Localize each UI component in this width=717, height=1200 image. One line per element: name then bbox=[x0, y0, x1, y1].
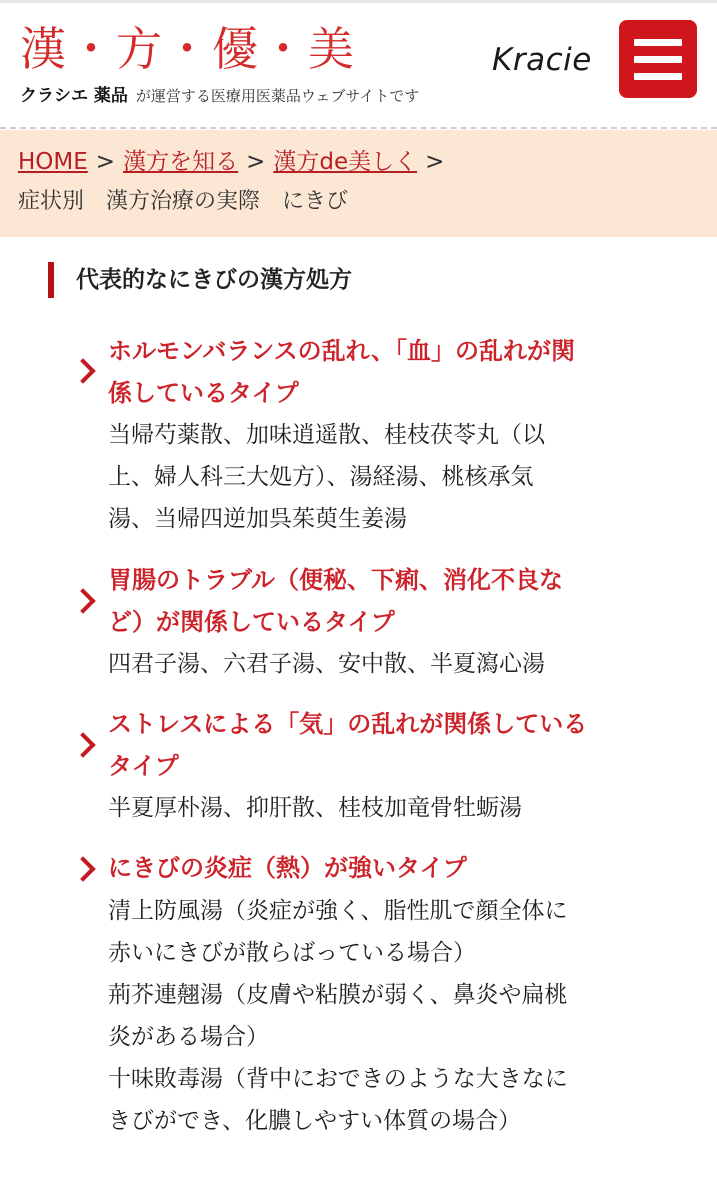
breadcrumb-current: 症状別 漢方治療の実際 にきび bbox=[18, 189, 349, 214]
group-body bbox=[108, 787, 653, 829]
group-title-line: ストレスによる「気」の乱れが関係している bbox=[108, 710, 588, 738]
group-title-line: ホルモンバランスの乱れ、「血」の乱れが関 bbox=[108, 337, 576, 365]
chevron-right-icon bbox=[70, 856, 95, 881]
breadcrumb-beauty-link[interactable]: 漢方de美しく bbox=[273, 149, 418, 175]
group-title-line: タイプ bbox=[108, 752, 179, 780]
group-body-line: 十味敗毒湯（背中におできのような大きなに bbox=[108, 1066, 568, 1092]
menu-bar-icon bbox=[634, 39, 682, 46]
breadcrumb-kampo-link[interactable]: 漢方を知る bbox=[123, 149, 239, 175]
breadcrumb-separator: > bbox=[95, 149, 116, 175]
group-body-line: 湯、当帰四逆加呉茱萸生姜湯 bbox=[108, 506, 407, 532]
section-heading: 代表的なにきびの漢方処方 bbox=[48, 262, 352, 298]
chevron-right-icon bbox=[70, 588, 95, 613]
site-logo-title[interactable]: 漢・方・優・美 bbox=[20, 22, 356, 76]
group-title bbox=[108, 330, 653, 414]
group-title bbox=[108, 559, 653, 643]
breadcrumb-links bbox=[18, 146, 452, 178]
header-divider bbox=[0, 127, 717, 129]
group-title bbox=[108, 847, 653, 889]
group-body bbox=[108, 890, 653, 1142]
site-tagline bbox=[20, 86, 419, 106]
group-body bbox=[108, 414, 653, 540]
group-body-line: 四君子湯、六君子湯、安中散、半夏瀉心湯 bbox=[108, 651, 545, 677]
brand-name: クラシエ 薬品 bbox=[20, 86, 128, 106]
group-body-line: きびができ、化膿しやすい体質の場合） bbox=[108, 1108, 522, 1134]
group-title-line: ど）が関係しているタイプ bbox=[108, 608, 395, 636]
menu-bar-icon bbox=[634, 56, 682, 63]
group-body-line: 炎がある場合） bbox=[108, 1024, 269, 1050]
header-top-border bbox=[0, 0, 717, 3]
tagline-text: が運営する医療用医薬品ウェブサイトです bbox=[135, 87, 420, 105]
group-body-line: 上、婦人科三大処方）、湯経湯、桃核承気 bbox=[108, 464, 534, 490]
group-title-line: 胃腸のトラブル（便秘、下痢、消化不良な bbox=[108, 566, 564, 594]
group-body-line: 当帰芍薬散、加味逍遥散、桂枝茯苓丸（以 bbox=[108, 422, 545, 448]
site-header bbox=[0, 0, 717, 128]
group-body-line: 赤いにきびが散らばっている場合） bbox=[108, 940, 476, 966]
menu-bar-icon bbox=[634, 73, 682, 80]
company-logo[interactable]: Kracie bbox=[492, 42, 592, 78]
group-body-line: 清上防風湯（炎症が強く、脂性肌で顔全体に bbox=[108, 898, 568, 924]
breadcrumb-separator: > bbox=[425, 149, 445, 175]
group-title-line: にきびの炎症（熱）が強いタイプ bbox=[108, 854, 467, 882]
hamburger-menu-button[interactable] bbox=[619, 20, 697, 98]
breadcrumb-separator: > bbox=[246, 149, 266, 175]
group-title-line: 係しているタイプ bbox=[108, 379, 299, 407]
group-body-line: 荊芥連翹湯（皮膚や粘膜が弱く、鼻炎や扁桃 bbox=[108, 982, 568, 1008]
breadcrumb-home-link[interactable]: HOME bbox=[18, 149, 88, 175]
group-body-line: 半夏厚朴湯、抑肝散、桂枝加竜骨牡蛎湯 bbox=[108, 795, 522, 821]
group-body bbox=[108, 643, 653, 685]
chevron-right-icon bbox=[70, 358, 95, 383]
chevron-right-icon bbox=[70, 732, 95, 757]
group-title bbox=[108, 703, 653, 787]
